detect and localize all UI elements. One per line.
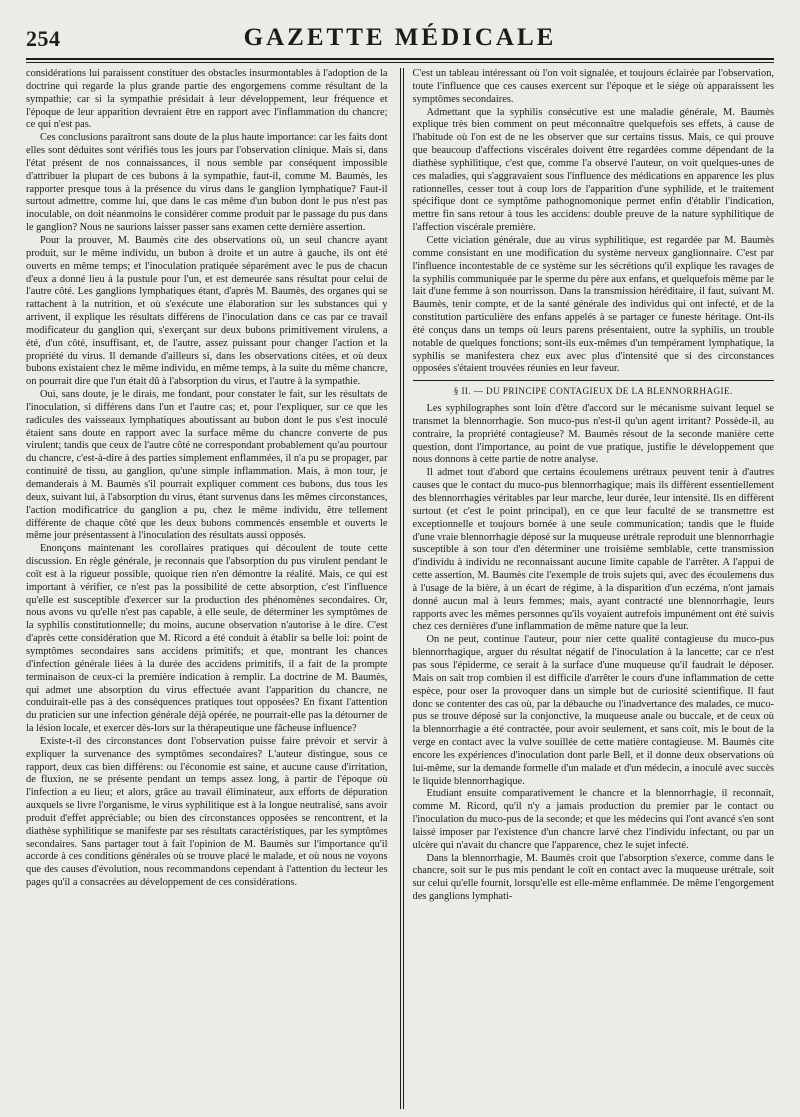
- paragraph: Enonçons maintenant les corollaires pratiques qui découlent de toute cette discussion. En règle générale, je reconnais que l'absorption du pus virulent pendant le coït est à la rigueur possible, quoique rien n'en démontre la réalité. Mais, ce qui est important à vérifier, ce n'est pas la possibilité de cette absorption, c'est l'influence qu'elle est susceptible d'exercer sur la production des phénomènes secondaires. Or, nous avons vu qu'elle n'est pas capable, à elle seule, de déterminer les symptômes de la syphilis constitutionnelle; du moins, aucune observation n'autorise à le dire. C'est d'après cette considération que M. Ricord a été conduit à établir sa belle loi: point de symptômes secondaires sans accidens primitifs; et que, montrant les chances d'infection générale liées à la durée des accidens primitifs, il a fait de la prompte terminaison de ceux-ci la première indication à remplir. La doctrine de M. Baumès, qui admet une absorption du virus effectuée avant l'apparition du chancre, ne conduirait-elle pas à des conséquences pratiques tout opposées? En fixant l'attention du praticien sur une infection générale déjà opérée, ne pourrait-elle pas la détourner de la lésion locale, et exercer dès-lors sur la thérapeutique une fâcheuse influence?: [26, 543, 388, 735]
- journal-title: GAZETTE MÉDICALE: [243, 24, 557, 51]
- section-heading: § II. — DU PRINCIPE CONTAGIEUX DE LA BLENNORRHAGIE.: [413, 380, 775, 398]
- paragraph: Pour la prouver, M. Baumès cite des observations où, un seul chancre ayant produit, sur le même individu, un bubon à droite et un autre à gauche, ils ont été ouverts en même temps; et l'inoculation pratiquée séparément avec le pus de chacun d'eux a donné lieu à la pustule pour l'un, et est demeurée sans résultat pour celui de l'autre côté. Les ganglions lymphatiques étant, d'après M. Baumès, des organes qui se rattachent à la nutrition, et où s'exécute une élaboration sur les substances qui y arrivent, il explique les résultats différens de l'inoculation dans ce cas par ce travail modificateur du ganglion qui, s'exerçant sur deux bubons primitivement virulens, a été, d'un côté, insuffisant, et, de l'autre, assez puissant pour changer l'action et la propriété du virus. Il demande d'ailleurs si, dans les observations citées, et où deux bubons existaient chez le même individu, en même temps, à la suite du même chancre, on pourrait dire que l'un était dû à l'absorption du virus, et l'autre à la sympathie.: [26, 234, 388, 388]
- paragraph: Dans la blennorrhagie, M. Baumès croit que l'absorption s'exerce, comme dans le chancre, soit sur le pus mis pendant le coït en contact avec la muqueuse urétrale, soit sur celui qu'elle fournit, lorsqu'elle est elle-même enflammée. De même l'engorgement des ganglions lymphati-: [412, 852, 774, 903]
- paragraph: C'est un tableau intéressant où l'on voit signalée, et toujours éclairée par l'observation, toute l'influence que ces causes exercent sur l'époque et le siége où apparaissent les symptômes secondaires.: [412, 68, 774, 105]
- paragraph: Existe-t-il des circonstances dont l'observation puisse faire prévoir et servir à expliquer la survenance des symptômes secondaires? L'auteur distingue, sous ce rapport, deux cas bien différens: ou l'économie est saine, et aucune cause d'irritation, de fluxion, ne se présente pendant un temps assez long, à partir de l'époque où l'infection a eu lieu; et alors, grâce au travail éliminateur, aux efforts de dépuration auxquels se livre l'organisme, le virus syphilitique est à la longue neutralisé, sans avoir produit d'effet appréciable; ou bien des circonstances opposées se rencontrent, et la diathèse syphilitique se manifeste par ses résultats caractéristiques, par les symptômes secondaires. Sans partager tout à fait l'opinion de M. Baumès sur l'importance qu'il accorde à ces conditions générales où se trouve placé le malade, et où nous ne voyons que des causes d'évolution, nous recommandons cependant à l'attention du lecteur les pages qu'il a consacrées au développement de ces considérations.: [26, 735, 388, 889]
- paragraph: considérations lui paraissent constituer des obstacles insurmontables à l'adoption de la doctrine qui regarde la plus grande partie des engorgemens comme résultant de la sympathie; car si la sympathie présidait à leur développement, leur fréquence et l'époque de leur apparition devraient être en rapport avec l'inflammation du chancre; ce qui n'est pas.: [26, 68, 388, 131]
- paragraph: Ces conclusions paraîtront sans doute de la plus haute importance: car les faits dont elles sont déduites sont vérifiés tous les jours par l'observation clinique. Mais si, dans l'état présent de nos connaissances, il nous semble par conséquent impossible d'attribuer la plupart de ces bubons à la sympathie, faut-il, comme M. Baumès, les rapporter presque tous à la présence du virus dans le ganglion lymphatique? Faut-il surtout admettre, comme lui, que dans le cas même d'un bubon dont le pus n'est pas inoculable, on doit néanmoins le considérer comme produit par le passage du pus dans le ganglion? Nous ne saurions laisser passer sans examen cette dernière assertion.: [26, 132, 388, 234]
- header-rule-thin: [26, 62, 774, 63]
- page-header: [26, 22, 774, 66]
- paragraph: Etudiant ensuite comparativement le chancre et la blennorrhagie, il reconnaît, comme M. Ricord, qu'il n'y a jamais production du premier par le contact ou l'inoculation du muco-pus de la seconde; et que les médecins qui l'ont avancé s'en sont laissé imposer par l'existence d'un chancre larvé chez l'individu infectant, ou par un ulcère qui n'avait du chancre que l'apparence, chez le sujet infecté.: [412, 788, 774, 851]
- paragraph: Admettant que la syphilis consécutive est une maladie générale, M. Baumès explique très bien comment on peut méconnaître quelquefois ses effets, à cause de l'habitude où l'on est de ne les observer que sur certains tissus. Mais, ce qui prouve que beaucoup d'affections viscérales doivent être regardées comme dépendant de la diathèse syphilitique, c'est que, comme l'a observé l'auteur, on voit quelques-unes de ces maladies, qui s'aggravaient sous l'influence des médications en apparence les plus rationnelles, cesser tout à coup lors de l'apparition d'une syphilide, et le traitement spécifique dont ce symptôme pathognomonique permet enfin d'établir l'indication, mettre fin sans retour à tous les accidens: double preuve de la nature syphilitique de l'affection viscérale première.: [412, 106, 774, 234]
- text-columns: [26, 68, 774, 1109]
- paragraph: Il admet tout d'abord que certains écoulemens urétraux peuvent tenir à d'autres causes que le contact du muco-pus blennorrhagique; mais ils diffèrent essentiellement des blennorrhagies véritables par leur marche, leur durée, leur intensité. Ils en diffèrent surtout (et c'est le point principal), en ce que leur faculté de se transmettre est exceptionnelle et toujours bornée à une seule communication; tandis que le fluide d'une vraie blennorrhagie déposé sur la muqueuse urétrale reproduit une blennorrhagie susceptible à son tour d'en déterminer une troisième semblable, cette transmission d'individu à individu ne reconnaissant aucune limite capable de l'arrêter. A l'appui de cette assertion, M. Baumès cite l'exemple de trois sujets qui, avec des écoulemens dus à l'usage de la bière, à un écart de régime, à la disparition d'un eczéma, n'ont jamais donné aucun mal à leurs femmes; mais, ayant contracté une blennorrhagie, leurs rapports avec les mêmes personnes qu'ils voyaient autrefois impunément ont été suivis chez ces dernières d'une inflammation de même nature que la leur.: [412, 467, 774, 633]
- header-rule-thick: [26, 58, 774, 60]
- paragraph: Oui, sans doute, je le dirais, me fondant, pour constater le fait, sur les résultats de l'inoculation, si différens dans l'un et l'autre cas; et, pour l'expliquer, sur ce que les radicules des vaisseaux lymphatiques aboutissant au bubon dont le pus s'est inoculé étaient sans doute en rapport avec la surface même du chancre converte de pus virulent; tandis que ceux de l'autre côté ne correspondant probablement qu'au pourtour du chancre, c'est-à-dire à des parties simplement enflammées, il n'a pu se propager, par continuité de tissu, au ganglion, qu'une simple inflammation. Mais, à mon tour, je demanderais à M. Baumès s'il pourrait expliquer comment ces bubons, dus tous les deux, suivant lui, à l'absorption du virus, étant survenus dans les mêmes circonstances, l'action modificatrice du ganglion a pu, chez le même individu, être tellement différente de chaque côté que les deux bubons commencés ensemble et ouverts le même jour présentassent à l'inoculation des résultats aussi opposés.: [26, 389, 388, 542]
- paragraph: On ne peut, continue l'auteur, pour nier cette qualité contagieuse du muco-pus blennorrhagique, arguer du résultat négatif de l'inoculation à la lancette; car ce n'est pas sous l'épiderme, ce serait à la surface d'une muqueuse qu'il faudrait le déposer. Mais on sait trop combien il est difficile d'arrêter le cours d'une inflammation de cette espèce, pour oser la provoquer dans un simple but de curiosité scientifique. Il faut donc se contenter des cas où, par la débauche ou l'inadvertance des malades, ce muco-pus se trouve déposé sur la conjonctive, la muqueuse anale ou buccale, et de ceux où la blennorrhagie a été contractée, pour avoir seulement, et sans coït, mis le bout de la verge en contact avec la vulve souillée de cette matière contagieuse. M. Baumès cite encore les expériences d'inoculation dont parle Bell, et il donne deux observations où lui-même, sur la demande formelle d'un malade et d'un médecin, a inoculé avec succès le liquide blennorrhagique.: [412, 634, 774, 787]
- paragraph: Cette viciation générale, due au virus syphilitique, est regardée par M. Baumès comme consistant en une modification du système nerveux ganglionnaire. C'est par l'influence incontestable de ce système sur les sécrétions qu'il explique les ravages de la syphilis communiquée par le sperme du père aux enfans, et quelquefois même par le lait d'une femme à son nourrisson. Dans la transmission héréditaire, il faut, suivant M. Baumès, tenir compte, et de la santé générale des individus qui ont infecté, et de la constitution particulière des enfans appelés à se partager ce funeste héritage. Ont-ils été conçus dans un temps où leurs parens présentaient, outre la syphilis, un trouble notable de quelques fonctions; sont-ils eux-mêmes d'un tempérament lymphatique, la syphilis se manifestera chez eux avec plus d'intensité que si des circonstances opposées s'étaient trouvées réunies en leur faveur.: [412, 234, 774, 375]
- column-divider: [400, 68, 401, 1109]
- left-column: [26, 68, 388, 1109]
- right-column: [413, 68, 775, 1109]
- page-number: 254: [26, 26, 61, 51]
- paragraph: Les syphilographes sont loin d'être d'accord sur le mécanisme suivant lequel se transmet la blennorrhagie. Son muco-pus n'est-il qu'un agent irritant? Possède-il, au contraire, la propriété contagieuse? M. Baumès résout de la seconde manière cette question, dont l'importance, au point de vue pratique, justifie le développement que nous donnons à cette partie de notre analyse.: [412, 403, 774, 466]
